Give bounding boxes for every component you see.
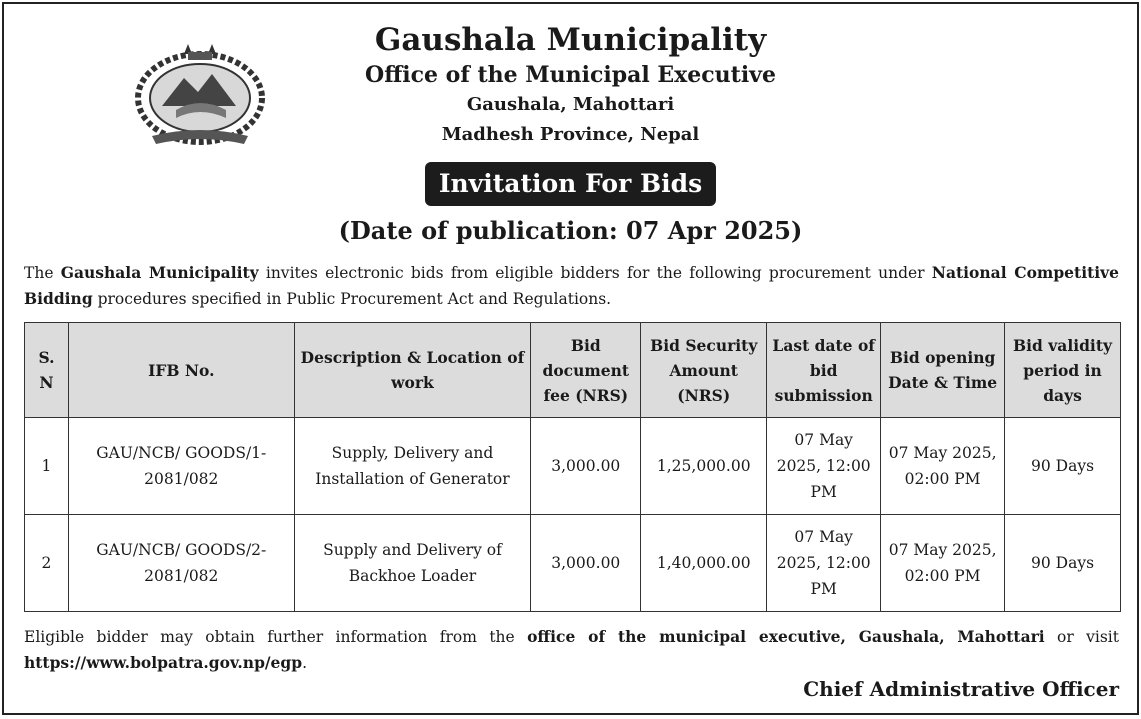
cell-opening: 07 May 2025, 02:00 PM	[881, 515, 1005, 612]
municipality-name: Gaushala Municipality	[374, 22, 767, 58]
office-province: Madhesh Province, Nepal	[441, 124, 700, 145]
signatory-title: Chief Administrative Officer	[803, 677, 1119, 701]
header-validity: Bid validity period in days	[1005, 323, 1121, 418]
header-last-date: Last date of bid submission	[767, 323, 881, 418]
cell-security: 1,25,000.00	[641, 418, 767, 515]
intro-paragraph	[24, 260, 1119, 312]
footer-text-2: or visit	[1044, 628, 1119, 646]
cell-opening: 07 May 2025, 02:00 PM	[881, 418, 1005, 515]
intro-text-3: procedures specified in Public Procurement Act and Regulations.	[92, 290, 612, 308]
office-location: Gaushala, Mahottari	[466, 94, 675, 115]
cell-validity: 90 Days	[1005, 515, 1121, 612]
notice-title: Invitation For Bids	[425, 162, 716, 206]
cell-sn: 2	[25, 515, 69, 612]
publication-date: (Date of publication: 07 Apr 2025)	[338, 216, 803, 245]
cell-fee: 3,000.00	[531, 515, 641, 612]
cell-validity: 90 Days	[1005, 418, 1121, 515]
cell-fee: 3,000.00	[531, 418, 641, 515]
cell-ifb: GAU/NCB/ GOODS/2-2081/082	[68, 515, 294, 612]
header-description: Description & Location of work	[294, 323, 531, 418]
table-row	[25, 515, 1121, 612]
intro-text-2: invites electronic bids from eligible bidders for the following procurement under	[258, 264, 932, 282]
header-security: Bid Security Amount (NRS)	[641, 323, 767, 418]
letterhead	[4, 20, 1137, 150]
intro-text-1: The	[24, 264, 61, 282]
footer-text-1: Eligible bidder may obtain further information from the	[24, 628, 528, 646]
table-header-row	[25, 323, 1121, 418]
header-sn: S. N	[25, 323, 69, 418]
intro-bold-ncb: National Competitive Bidding	[24, 263, 1120, 308]
cell-ifb: GAU/NCB/ GOODS/1-2081/082	[68, 418, 294, 515]
bids-table	[24, 322, 1121, 612]
table-row	[25, 418, 1121, 515]
cell-security: 1,40,000.00	[641, 515, 767, 612]
footer-text-3: .	[302, 654, 308, 672]
cell-last-date: 07 May 2025, 12:00 PM	[767, 515, 881, 612]
header-ifb: IFB No.	[68, 323, 294, 418]
cell-description: Supply and Delivery of Backhoe Loader	[294, 515, 531, 612]
cell-description: Supply, Delivery and Installation of Generator	[294, 418, 531, 515]
cell-last-date: 07 May 2025, 12:00 PM	[767, 418, 881, 515]
notice-page	[2, 2, 1139, 715]
egp-link[interactable]: https://www.bolpatra.gov.np/egp	[24, 653, 303, 672]
footer-paragraph	[24, 624, 1119, 676]
header-fee: Bid document fee (NRS)	[531, 323, 641, 418]
intro-bold-municipality: Gaushala Municipality	[60, 263, 259, 282]
notice-title-wrap	[4, 162, 1137, 206]
office-name: Office of the Municipal Executive	[365, 62, 776, 88]
header-opening: Bid opening Date & Time	[881, 323, 1005, 418]
cell-sn: 1	[25, 418, 69, 515]
footer-bold-office: office of the municipal executive, Gaushala, Mahottari	[527, 627, 1045, 646]
